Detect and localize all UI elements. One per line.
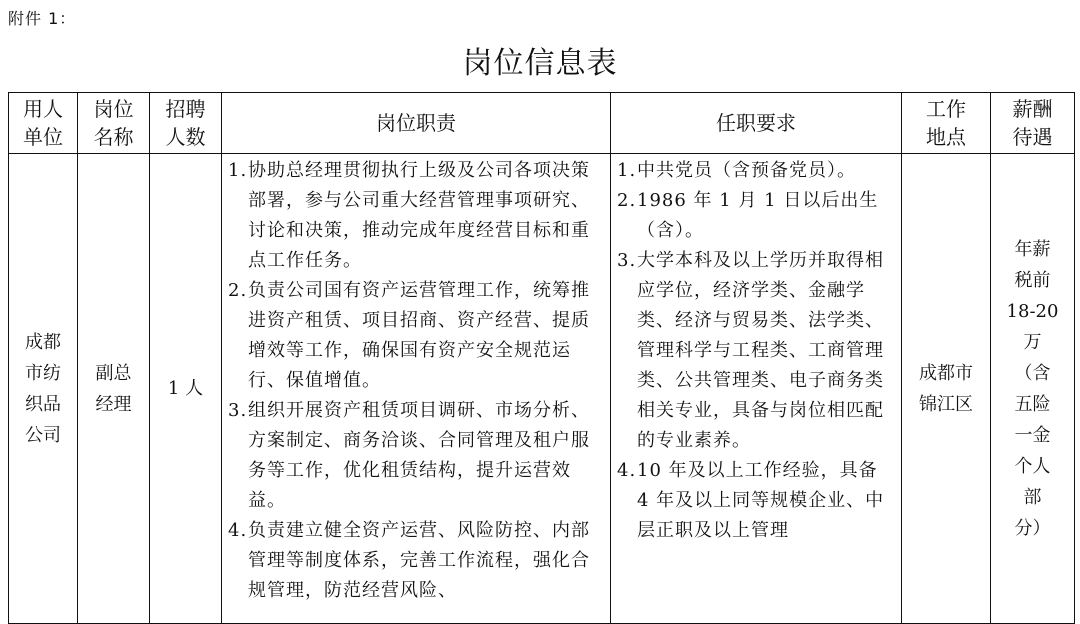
list-item: 2. 负责公司国有资产运营管理工作，统筹推进资产租赁、项目招商、资产经营、提质增效等工作，确保国有资产安全规范运行、保值增值。 bbox=[228, 280, 590, 391]
requirements-list bbox=[611, 156, 895, 546]
list-item: 4. 负责建立健全资产运营、风险防控、内部管理等制度体系，完善工作流程，强化合规管理，防范经营风险、 bbox=[228, 520, 590, 601]
cell-count: 1 人 bbox=[150, 154, 222, 624]
cell-position: 副总 经理 bbox=[78, 154, 150, 624]
header-salary: 薪酬 待遇 bbox=[991, 93, 1075, 154]
cell-unit: 成都 市纺 织品 公司 bbox=[9, 154, 78, 624]
header-row bbox=[9, 93, 1075, 154]
header-requirements: 任职要求 bbox=[611, 93, 902, 154]
header-count: 招聘 人数 bbox=[150, 93, 222, 154]
cell-salary: 年薪 税前 18-20 万 （含 五险 一金 个人 部 分） bbox=[991, 154, 1075, 624]
page-title: 岗位信息表 bbox=[462, 46, 618, 81]
cell-duties bbox=[222, 154, 611, 624]
list-item: 3. 组织开展资产租赁项目调研、市场分析、方案制定、商务洽谈、合同管理及租户服务等工作，优化租赁结构，提升运营效益。 bbox=[228, 400, 590, 511]
duties-list bbox=[222, 156, 604, 606]
attachment-label: 附件 1： bbox=[8, 9, 77, 28]
list-item: 4. 10 年及以上工作经验，具备 4 年及以上同等规模企业、中层正职及以上管理 bbox=[617, 460, 885, 541]
cell-location: 成都市 锦江区 bbox=[902, 154, 991, 624]
list-item: 1. 协助总经理贯彻执行上级及公司各项决策部署，参与公司重大经营管理事项研究、讨论和决策，推动完成年度经营目标和重点工作任务。 bbox=[228, 160, 590, 271]
list-item: 2. 1986 年 1 月 1 日以后出生（含）。 bbox=[617, 190, 879, 241]
table-row bbox=[9, 154, 1075, 624]
header-location: 工作 地点 bbox=[902, 93, 991, 154]
header-duties: 岗位职责 bbox=[222, 93, 611, 154]
list-item: 3. 大学本科及以上学历并取得相应学位，经济学类、金融学类、经济与贸易类、法学类、管理科学与工程类、工商管理类、公共管理类、电子商务类相关专业，具备与岗位相匹配的专业素养。 bbox=[617, 250, 884, 451]
cell-requirements bbox=[611, 154, 902, 624]
position-info-table bbox=[8, 92, 1075, 624]
header-unit: 用人 单位 bbox=[9, 93, 78, 154]
list-item: 1. 中共党员（含预备党员）。 bbox=[617, 160, 856, 181]
header-position: 岗位 名称 bbox=[78, 93, 150, 154]
